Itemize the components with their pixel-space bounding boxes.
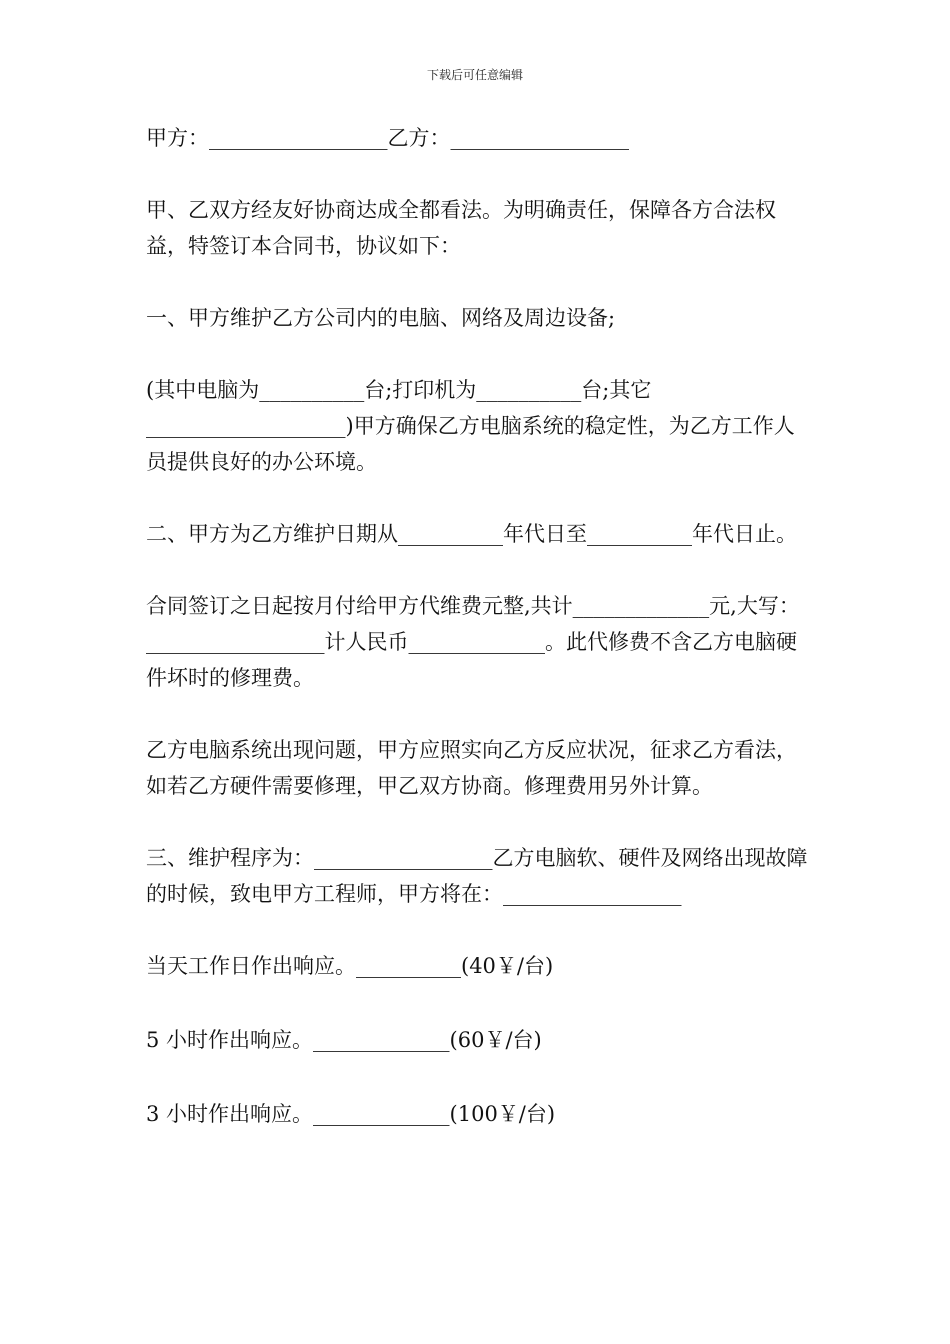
fee-paragraph: 合同签订之日起按月付给甲方代维费元整,共计_____________元,大写：_________________计人民币_____________。此代修费不含乙方电脑硬件坏时的修理费。 [146, 594, 800, 690]
response-same-day: 当天工作日作出响应。__________(40￥/台) [146, 954, 554, 978]
contract-body [146, 120, 810, 1132]
parties-line: 甲方：_________________乙方：_________________ [146, 126, 629, 150]
clause-1: 一、甲方维护乙方公司内的电脑、网络及周边设备; [146, 306, 616, 330]
clause-3: 三、维护程序为：_________________乙方电脑软、硬件及网络出现故障的时候，致电甲方工程师，甲方将在：_________________ [146, 846, 808, 906]
response-5-hours: 5 小时作出响应。_____________(60￥/台) [146, 1028, 542, 1052]
equipment-paragraph: (其中电脑为__________台;打印机为__________台;其它___________________)甲方确保乙方电脑系统的稳定性，为乙方工作人员提供良好的办公环境。 [146, 378, 795, 474]
clause-2: 二、甲方为乙方维护日期从__________年代日至__________年代日止。 [146, 522, 797, 546]
issue-paragraph: 乙方电脑系统出现问题，甲方应照实向乙方反应状况，征求乙方看法，如若乙方硬件需要修理，甲乙双方协商。修理费用另外计算。 [146, 738, 797, 798]
intro-paragraph: 甲、乙双方经友好协商达成全都看法。为明确责任，保障各方合法权益，特签订本合同书，协议如下： [146, 198, 776, 258]
page-header-note: 下载后可任意编辑 [426, 68, 523, 82]
response-3-hours: 3 小时作出响应。_____________(100￥/台) [146, 1102, 556, 1126]
